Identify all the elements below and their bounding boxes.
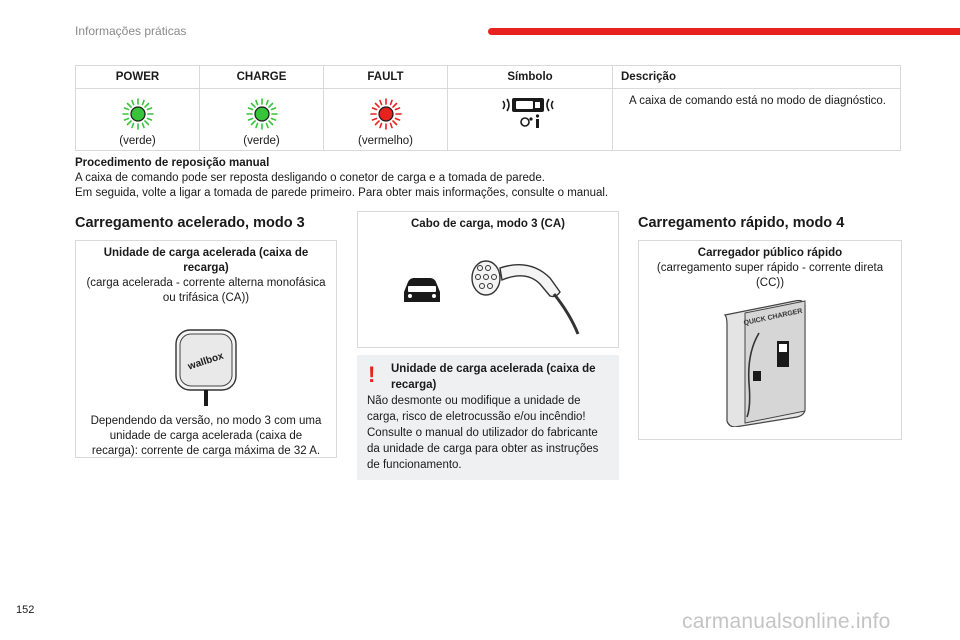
mode3-heading: Carregamento acelerado, modo 3	[75, 215, 305, 231]
warning-text: Não desmonte ou modifique a unidade de carga, risco de eletrocussão e/ou incêndio! Consulte o manual do utilizador do fabricante da unidade de carga para obter as instruções de funcionamento.	[367, 395, 599, 471]
page-number: 152	[16, 604, 35, 616]
section-title: Informações práticas	[75, 24, 187, 38]
watermark: carmanualsonline.info	[682, 610, 891, 633]
wallbox-logo: wallbox	[186, 350, 225, 373]
warning-title: Unidade de carga acelerada (caixa de recarga)	[391, 363, 596, 391]
mode4-heading: Carregamento rápido, modo 4	[638, 215, 845, 231]
quick-charger-title: Carregador público rápido	[697, 247, 843, 259]
quick-charger-box	[638, 240, 902, 440]
cable-box-title: Cabo de carga, modo 3 (CA)	[411, 218, 565, 230]
power-caption: (verde)	[119, 135, 156, 147]
wallbox-box-subtitle: (carga acelerada - corrente alterna monofásica ou trifásica (CA))	[86, 277, 326, 304]
procedure-line-2: Em seguida, volte a ligar a tomada de parede primeiro. Para obter mais informações, consulte o manual.	[75, 187, 609, 199]
quick-charger-label: QUICK CHARGER	[743, 307, 804, 328]
wallbox-box-title: Unidade de carga acelerada (caixa de recarga)	[103, 247, 309, 274]
symbol-cell	[448, 89, 613, 151]
warning-icon: !	[368, 362, 376, 387]
fault-caption: (vermelho)	[358, 135, 413, 147]
warning-box	[357, 355, 619, 480]
charge-caption: (verde)	[243, 135, 280, 147]
reset-procedure	[75, 156, 905, 201]
green-led-icon	[121, 97, 155, 131]
status-table	[75, 65, 901, 151]
wallbox-box-text: Dependendo da versão, no modo 3 com uma unidade de carga acelerada (caixa de recarga): corrente de carga máxima de 32 A.	[90, 415, 322, 457]
wallbox-box	[75, 240, 337, 458]
table-header-row	[76, 66, 901, 89]
quick-charger-icon	[715, 297, 825, 427]
charging-cable-icon	[368, 238, 608, 338]
diagnostic-mode-icon	[500, 95, 560, 131]
power-cell	[76, 89, 200, 151]
procedure-line-1: A caixa de comando pode ser reposta desligando o conetor de carga e a tomada de parede.	[75, 172, 545, 184]
procedure-title: Procedimento de reposição manual	[75, 157, 270, 169]
header-power: POWER	[76, 66, 200, 89]
header-fault: FAULT	[324, 66, 448, 89]
table-row	[76, 89, 901, 151]
description-cell: A caixa de comando está no modo de diagnóstico.	[613, 89, 901, 151]
quick-charger-subtitle: (carregamento super rápido - corrente direta (CC))	[656, 262, 884, 289]
fault-cell	[324, 89, 448, 151]
green-led-icon	[245, 97, 279, 131]
charge-cell	[200, 89, 324, 151]
header-charge: CHARGE	[200, 66, 324, 89]
cable-box	[357, 211, 619, 348]
header-symbol: Símbolo	[448, 66, 613, 89]
header-description: Descrição	[613, 66, 901, 89]
red-led-icon	[369, 97, 403, 131]
section-accent-bar	[488, 28, 960, 35]
wallbox-icon	[170, 328, 242, 408]
